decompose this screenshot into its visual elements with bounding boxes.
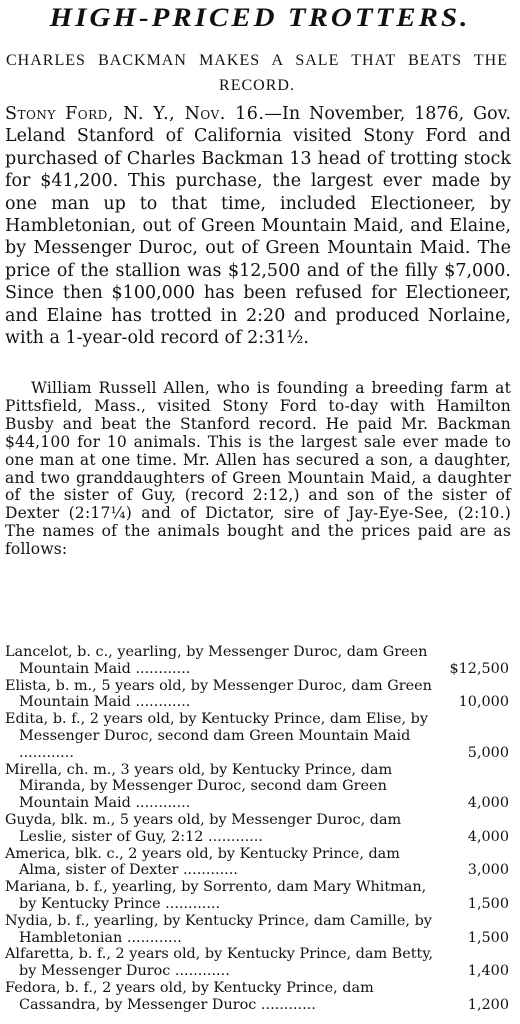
sale-price: 1,200 bbox=[467, 996, 509, 1013]
sale-price: $12,500 bbox=[449, 660, 509, 677]
sale-description: Edita, b. f., 2 years old, by Kentucky Prince, dam Elise, by Messenger Duroc, second dam Green Mountain Maid ............ bbox=[5, 711, 429, 761]
sales-list-item bbox=[5, 980, 509, 1014]
sales-list bbox=[5, 644, 509, 1014]
sale-description: Mirella, ch. m., 3 years old, by Kentucky Prince, dam Miranda, by Messenger Duroc, second dam Green Mountain Maid ............ bbox=[5, 761, 393, 812]
sale-description: Guyda, blk. m., 5 years old, by Messenger Duroc, dam Leslie, sister of Guy, 2:12 ............ bbox=[5, 811, 402, 845]
sales-list-item bbox=[5, 913, 509, 947]
sale-description: Alfaretta, b. f., 2 years old, by Kentucky Prince, dam Betty, by Messenger Duroc ............ bbox=[5, 946, 434, 980]
sale-description: Lancelot, b. c., yearling, by Messenger Duroc, dam Green Mountain Maid ............ bbox=[5, 644, 428, 677]
sale-description: Nydia, b. f., yearling, by Kentucky Prince, dam Camille, by Hambletonian ............ bbox=[5, 912, 432, 946]
sale-price: 4,000 bbox=[467, 828, 509, 845]
second-paragraph: William Russell Allen, who is founding a breeding farm at Pittsfield, Mass., visited Stony Ford to-day with Hamilton Busby and beat the Stanford record. He paid Mr. Backman $44,100 for 10 animals. This is the largest sale ever made to one man at one time. Mr. Allen has secured a son, a daughter, and two granddaughters of Green Mountain Maid, a daughter of the sister of Guy, (record 2:12,) and son of the sister of Dexter (2:17¼) and of Dictator, sire of Jay-Eye-See, (2:10.) The names of the animals bought and the prices paid are as follows: bbox=[5, 379, 511, 559]
lead-paragraph-text: —In November, 1876, Gov. Leland Stanford of California visited Stony Ford and purchased of Charles Backman 13 head of trotting stock for $41,200. This purchase, the largest ever made by one man up to that time, included Electioneer, by Hambletonian, out of Green Mountain Maid, and Elaine, by Messenger Duroc, out of Green Mountain Maid. The price of the stallion was $12,500 and of the filly $7,000. Since then $100,000 has been refused for Electioneer, and Elaine has trotted in 2:20 and produced Norlaine, with a 1-year-old record of 2:31½. bbox=[5, 104, 511, 349]
sale-description: Elista, b. m., 5 years old, by Messenger Duroc, dam Green Mountain Maid ............ bbox=[5, 677, 432, 711]
sales-list-item bbox=[5, 812, 509, 846]
sales-list-item bbox=[5, 846, 509, 880]
sale-price: 1,500 bbox=[467, 895, 509, 912]
sale-price: 1,500 bbox=[467, 929, 509, 946]
sale-price: 3,000 bbox=[467, 862, 509, 879]
sales-list-item bbox=[5, 678, 509, 712]
sales-list-item bbox=[5, 762, 509, 812]
sale-description: Fedora, b. f., 2 years old, by Kentucky Prince, dam Cassandra, by Messenger Duroc ............ bbox=[5, 979, 374, 1013]
sales-list-item bbox=[5, 946, 509, 980]
sale-price: 10,000 bbox=[458, 694, 509, 711]
sales-list-item bbox=[5, 879, 509, 913]
sale-price: 1,400 bbox=[467, 963, 509, 980]
headline: HIGH-PRICED TROTTERS. bbox=[49, 3, 471, 33]
sale-description: America, blk. c., 2 years old, by Kentucky Prince, dam Alma, sister of Dexter ............ bbox=[5, 845, 400, 879]
subheadline: CHARLES BACKMAN MAKES A SALE THAT BEATS THE RECORD. bbox=[6, 52, 508, 94]
sale-price: 5,000 bbox=[467, 744, 509, 761]
sale-description: Mariana, b. f., yearling, by Sorrento, dam Mary Whitman, by Kentucky Prince ............ bbox=[5, 879, 427, 912]
sale-price: 4,000 bbox=[467, 795, 509, 812]
sales-list-item bbox=[5, 644, 509, 678]
dateline: Stony Ford, N. Y., Nov. 16. bbox=[5, 104, 265, 124]
lead-paragraph bbox=[5, 103, 511, 349]
sales-list-item bbox=[5, 711, 509, 761]
